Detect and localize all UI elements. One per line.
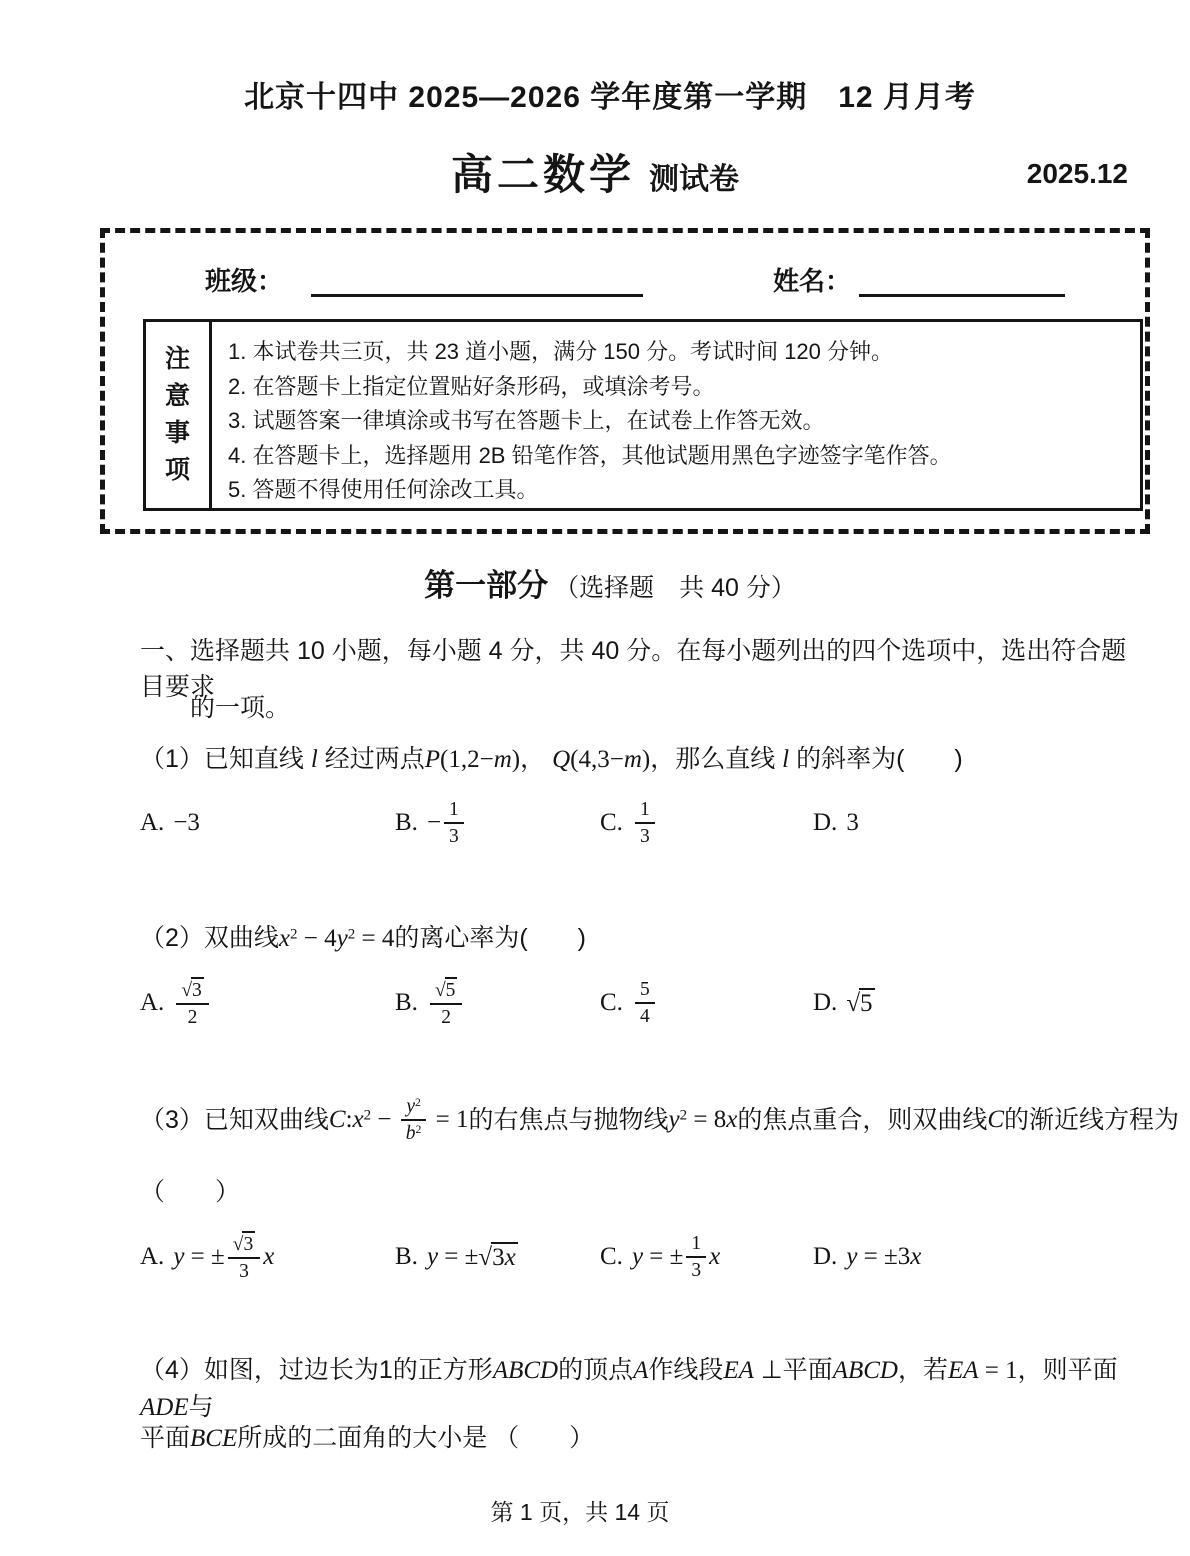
fraction: $\frac{√3}{2}$ bbox=[176, 977, 208, 1030]
option-2-b: B. $\frac{√5}{2}$ bbox=[395, 977, 600, 1030]
class-blank-line bbox=[311, 263, 643, 297]
fraction: $\frac{1}{3}$ bbox=[686, 1232, 706, 1283]
question-2: （2）双曲线$x^2 - 4y^2 = 4$的离心率为( ) bbox=[140, 924, 586, 952]
option-2-c: C. $\frac{5}{4}$ bbox=[600, 978, 813, 1029]
question-3: （3）已知双曲线 C: $x^2$ − $\frac{y^2}{b^2}$ = 1 的右焦点与抛物线 $y^2$ = 8 x 的焦点重合，则双曲线 C 的渐近线方程为 bbox=[140, 1095, 1180, 1144]
student-info-box bbox=[100, 228, 1150, 534]
exam-session-title: 北京十四中 2025—2026 学年度第一学期 12 月月考 bbox=[244, 81, 976, 114]
option-2-d: D. √5 bbox=[813, 989, 873, 1017]
question-1: （1）已知直线 l 经过两点P(1,2−m)， Q(4,3−m)，那么直线 l 的斜率为( ) bbox=[140, 745, 963, 773]
part1-heading-sub: （选择题 共 40 分） bbox=[554, 574, 796, 602]
sqrt-radical: √5 bbox=[435, 980, 457, 1001]
notice-panel bbox=[143, 319, 1143, 511]
question-4-line1: （4）如图，过边长为1的正方形ABCD的顶点A作线段EA ⊥平面ABCD，若EA = 1，则平面ADE与 bbox=[140, 1356, 1118, 1422]
exam-subject-title: 高二数学 bbox=[450, 151, 635, 198]
fraction: $\frac{1}{3}$ bbox=[635, 798, 655, 849]
notice-item-3: 3. 试题答案一律填涂或书写在答题卡上，在试卷上作答无效。 bbox=[228, 408, 825, 433]
fraction: $\frac{√3}{3}$ bbox=[228, 1231, 260, 1284]
question-1-options bbox=[140, 788, 1160, 858]
question-3-answer-paren: （ ） bbox=[140, 1178, 241, 1206]
question-3-options bbox=[140, 1222, 1160, 1292]
option-1-d: D. 3 bbox=[813, 809, 859, 836]
part1-heading bbox=[60, 560, 1160, 605]
sqrt-radical: √3x bbox=[478, 1244, 516, 1271]
name-blank-line bbox=[859, 263, 1065, 297]
option-3-b: B. y = ± √3x bbox=[395, 1243, 516, 1271]
notice-item-2: 2. 在答题卡上指定位置贴好条形码，或填涂考号。 bbox=[228, 373, 715, 399]
option-3-c: C. y = ± $\frac{1}{3}$ x bbox=[600, 1232, 721, 1281]
sqrt-radical: √3 bbox=[181, 980, 203, 1001]
fraction: $\frac{√5}{2}$ bbox=[430, 977, 462, 1030]
option-2-a: A. $\frac{√3}{2}$ bbox=[140, 977, 395, 1030]
q1-var: l bbox=[310, 746, 318, 773]
option-3-a: A. y = ± $\frac{√3}{3}$ x bbox=[140, 1231, 395, 1284]
notice-item-1: 1. 本试卷共三页，共 23 道小题，满分 150 分。考试时间 120 分钟。 bbox=[228, 339, 894, 364]
option-1-a: A. −3 bbox=[140, 809, 200, 836]
part1-heading-main: 第一部分 bbox=[424, 568, 549, 603]
page-footer: 第 1 页，共 14 页 bbox=[490, 1499, 670, 1525]
exam-title-row bbox=[40, 142, 1150, 202]
sqrt-radical: √3 bbox=[233, 1234, 255, 1255]
fraction: $\frac{1}{3}$ bbox=[444, 798, 464, 849]
notice-list bbox=[212, 322, 1140, 508]
q1-text: （1）已知直线 bbox=[140, 745, 311, 773]
option-1-c: C. $\frac{1}{3}$ bbox=[600, 798, 813, 849]
question-2-options bbox=[140, 968, 1160, 1038]
option-1-b: B. − $\frac{1}{3}$ bbox=[395, 798, 600, 849]
mc-intro-line2: 的一项。 bbox=[190, 694, 291, 722]
name-label: 姓名： bbox=[773, 266, 852, 296]
exam-date: 2025.12 bbox=[1026, 158, 1128, 189]
class-label: 班级： bbox=[205, 266, 284, 296]
notice-item-5: 5. 答题不得使用任何涂改工具。 bbox=[228, 477, 539, 502]
question-4-line2: 平面BCE所成的二面角的大小是 （ ） bbox=[140, 1424, 595, 1452]
notice-title-cell bbox=[146, 322, 212, 508]
fraction: $\frac{5}{4}$ bbox=[635, 978, 655, 1029]
sqrt-radical: √5 bbox=[846, 990, 873, 1017]
notice-title: 注意事项 bbox=[164, 345, 190, 484]
fraction: $\frac{y^2}{b^2}$ bbox=[401, 1095, 427, 1146]
option-3-d: D. y = ±3 x bbox=[813, 1243, 922, 1270]
mc-intro-line1: 一、选择题共 10 小题，每小题 4 分，共 40 分。在每小题列出的四个选项中，选出符合题目要求 bbox=[140, 637, 1127, 701]
notice-item-4: 4. 在答题卡上，选择题用 2B 铅笔作答，其他试题用黑色字迹签字笔作答。 bbox=[228, 442, 952, 468]
exam-paper-type: 测试卷 bbox=[649, 163, 739, 196]
